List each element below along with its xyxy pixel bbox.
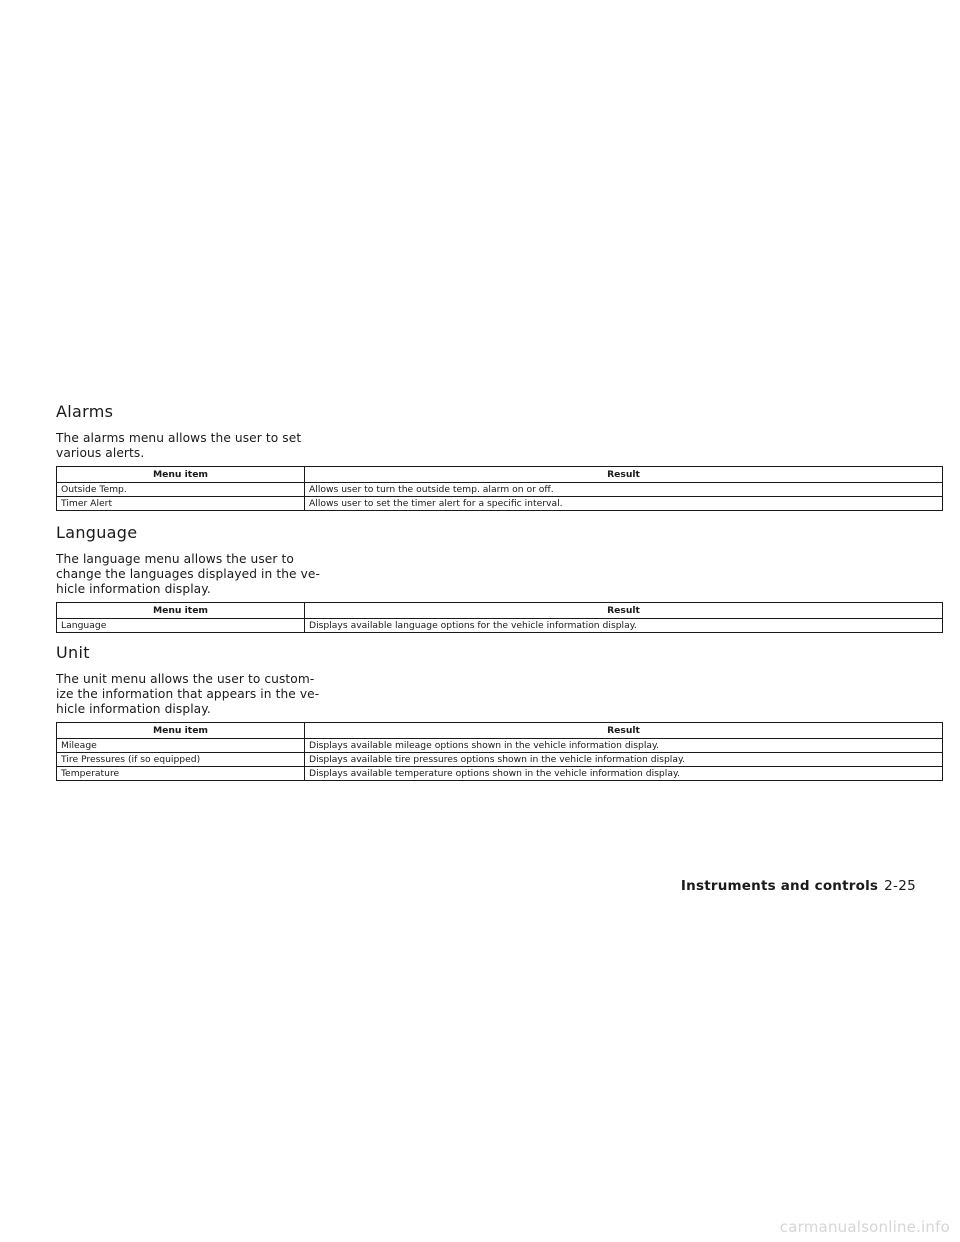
table-row xyxy=(57,739,943,753)
menu-item-cell: Tire Pressures (if so equipped) xyxy=(57,753,305,767)
section-description xyxy=(56,552,328,597)
table-row xyxy=(57,767,943,781)
table-header-row xyxy=(57,723,943,739)
table-row xyxy=(57,497,943,511)
text-line: The alarms menu allows the user to set xyxy=(56,431,302,445)
menu-table xyxy=(56,722,943,781)
result-cell: Displays available language options for the vehicle information display. xyxy=(305,619,943,633)
result-cell: Displays available temperature options shown in the vehicle information display. xyxy=(305,767,943,781)
watermark: carmanualsonline.info xyxy=(779,1218,950,1236)
text-line: change the languages displayed in the ve- xyxy=(56,567,321,581)
table-row xyxy=(57,619,943,633)
section-unit xyxy=(56,643,942,781)
section-heading: Language xyxy=(56,523,138,542)
section-language xyxy=(56,523,942,633)
page-footer xyxy=(681,876,916,896)
menu-item-cell: Outside Temp. xyxy=(57,483,305,497)
text-line: The language menu allows the user to xyxy=(56,552,294,566)
result-cell: Displays available mileage options shown in the vehicle information display. xyxy=(305,739,943,753)
column-header-result: Result xyxy=(305,723,943,739)
result-cell: Allows user to turn the outside temp. alarm on or off. xyxy=(305,483,943,497)
menu-item-cell: Mileage xyxy=(57,739,305,753)
text-line: hicle information display. xyxy=(56,582,211,596)
column-header-menu-item: Menu item xyxy=(57,467,305,483)
menu-item-cell: Language xyxy=(57,619,305,633)
menu-table xyxy=(56,466,943,511)
result-cell: Allows user to set the timer alert for a specific interval. xyxy=(305,497,943,511)
menu-item-cell: Temperature xyxy=(57,767,305,781)
page-number: 2-25 xyxy=(884,878,916,894)
chapter-title: Instruments and controls xyxy=(680,878,879,894)
column-header-result: Result xyxy=(305,603,943,619)
section-description xyxy=(56,672,328,717)
column-header-menu-item: Menu item xyxy=(57,723,305,739)
section-alarms xyxy=(56,402,942,511)
menu-table xyxy=(56,602,943,633)
table-row xyxy=(57,753,943,767)
table-row xyxy=(57,483,943,497)
column-header-result: Result xyxy=(305,467,943,483)
result-cell: Displays available tire pressures options shown in the vehicle information display. xyxy=(305,753,943,767)
section-description xyxy=(56,431,328,461)
text-line: The unit menu allows the user to custom- xyxy=(56,672,315,686)
text-line: ize the information that appears in the ve- xyxy=(56,687,320,701)
table-header-row xyxy=(57,467,943,483)
text-line: various alerts. xyxy=(56,446,145,460)
menu-item-cell: Timer Alert xyxy=(57,497,305,511)
section-heading: Alarms xyxy=(56,402,114,421)
section-heading: Unit xyxy=(56,643,90,662)
column-header-menu-item: Menu item xyxy=(57,603,305,619)
table-header-row xyxy=(57,603,943,619)
text-line: hicle information display. xyxy=(56,702,211,716)
